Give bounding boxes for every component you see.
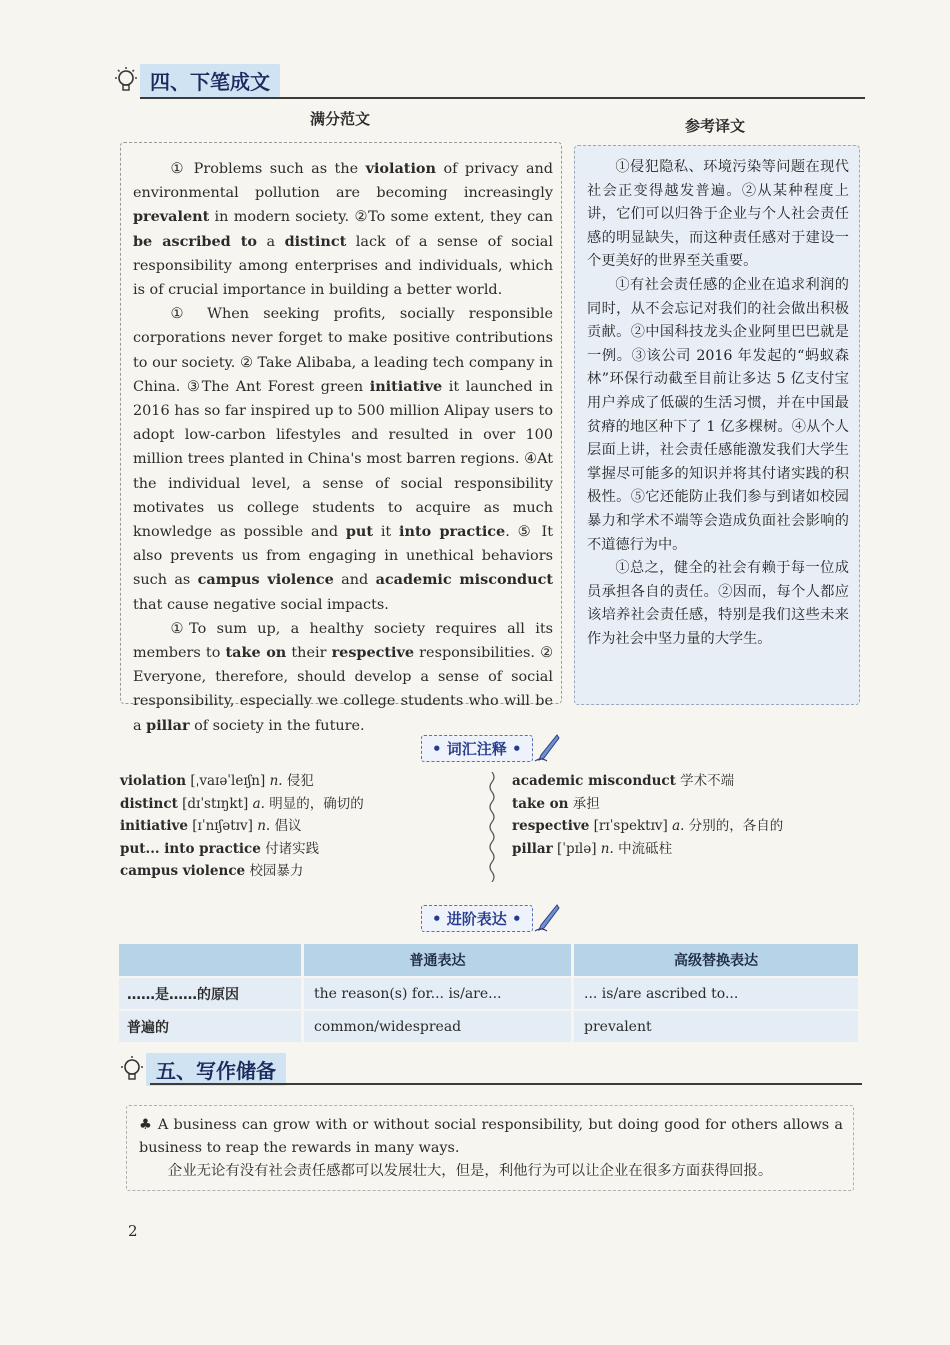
table-cell: the reason(s) for... is/are... (304, 976, 574, 1009)
lightbulb-icon (112, 66, 140, 96)
translation-paragraph-1: ①侵犯隐私、环境污染等问题在现代社会正变得越发普遍。②从某种程度上讲，它们可以归咎于企业与个人社会责任感的明显缺失，而这种责任感对于建设一个更美好的世界至关重要。 (587, 159, 849, 270)
advanced-tag-group (421, 903, 561, 933)
quote-box (126, 1105, 854, 1191)
quote-english: ♣ A business can grow with or without social responsibility, but doing good for others allows a business to reap the rewards in many ways. (139, 1117, 844, 1156)
model-essay-box (120, 142, 562, 734)
vocab-item: distinct [dɪˈstɪŋkt] a. 明显的，确切的 (120, 795, 364, 812)
table-header: 高级替换表达 (574, 944, 861, 976)
vocab-list-left (120, 770, 480, 883)
vocab-tag: • 词汇注释 • (421, 735, 533, 762)
essay-paragraph-2: ① When seeking profits, socially responsible corporations never forget to make positive contributions to our society. ② Take Alibaba, a leading tech company in China. ③The Ant Forest green initiative it launched in 2016 has so far inspired up to 500 million Alipay users to adopt low-carbon lifestyles and resulted in over 100 million trees planted in China's most barren regions. ④At the individual level, a sense of social responsibility motivates us college students to acquire as much knowledge as possible and put it into practice. ⑤ It also prevents us from engaging in unethical behaviors such as campus violence and academic misconduct that cause negative social impacts. (133, 306, 553, 613)
essay-paragraph-3: ①To sum up, a healthy society requires all its members to take on their respective responsibilities. ② Everyone, therefore, should develop a sense of social responsibility, especially we college students who will be a pillar of society in the future. (133, 620, 554, 734)
table-cell: prevalent (574, 1009, 861, 1042)
section-4-title: 四、下笔成文 (140, 64, 280, 97)
table-header: 普通表达 (304, 944, 574, 976)
vocab-item: violation [ˌvaɪəˈleɪʃn] n. 侵犯 (120, 773, 314, 789)
table-header-row (119, 944, 861, 976)
advanced-tag: • 进阶表达 • (421, 905, 533, 932)
vocab-item: take on 承担 (512, 795, 600, 812)
section-4-rule (140, 97, 865, 99)
table-cell: ... is/are ascribed to... (574, 976, 861, 1009)
table-header (119, 944, 304, 976)
lightbulb-icon (118, 1055, 146, 1085)
table-cell: common/widespread (304, 1009, 574, 1042)
quote-chinese: 企业无论有没有社会责任感都可以发展壮大，但是，利他行为可以让企业在很多方面获得回报。 (167, 1163, 773, 1179)
translation-column-title: 参考译文 (684, 117, 745, 135)
vocab-list-right (512, 770, 852, 860)
vocab-item: pillar [ˈpɪlə] n. 中流砥柱 (512, 840, 673, 857)
essay-paragraph-1: ① Problems such as the violation of privacy and environmental pollution are becoming increasingly prevalent in modern society. ②To some extent, they can be ascribed to a distinct lack of a sense of social responsibility among enterprises and individuals, which is of crucial importance in building a better world. (133, 160, 554, 299)
vocab-tag-group (421, 733, 561, 763)
section-4-header (112, 64, 280, 97)
page-number: 2 (128, 1222, 138, 1240)
table-cell: ……是……的原因 (119, 976, 304, 1009)
essay-column-title: 满分范文 (309, 110, 370, 128)
vocab-item: campus violence 校园暴力 (120, 863, 304, 880)
section-5-title: 五、写作储备 (146, 1053, 286, 1086)
section-5-rule (150, 1083, 862, 1085)
advanced-expressions-table (119, 944, 861, 1042)
vocab-item: academic misconduct 学术不端 (512, 773, 735, 789)
table-cell: 普遍的 (119, 1009, 304, 1042)
pen-icon (533, 903, 561, 933)
translation-box (574, 145, 860, 705)
table-row (119, 976, 861, 1009)
translation-paragraph-2: ①有社会责任感的企业在追求利润的同时，从不会忘记对我们的社会做出积极贡献。②中国科技龙头企业阿里巴巴就是一例。③该公司 2016 年发起的“蚂蚁森林”环保行动截至目前让多达 5 亿支付宝用户养成了低碳的生活习惯，并在中国最贫瘠的地区种下了 1 亿多棵树。④从个人层面上讲，社会责任感能激发我们大学生掌握尽可能多的知识并将其付诸实践的积极性。⑤它还能防止我们参与到诸如校园暴力和学术不端等会造成负面社会影响的不道德行为中。 (587, 276, 849, 553)
vocab-item: put... into practice 付诸实践 (120, 840, 320, 857)
section-5-header (118, 1053, 286, 1086)
table-row (119, 1009, 861, 1042)
translation-paragraph-3: ①总之，健全的社会有赖于每一位成员承担各自的责任。②因而，每个人都应该培养社会责任感，特别是我们这些未来作为社会中坚力量的大学生。 (587, 560, 849, 647)
pen-icon (533, 733, 561, 763)
vocab-item: respective [rɪˈspektɪv] a. 分别的，各自的 (512, 818, 784, 835)
club-icon: ♣ (139, 1117, 153, 1133)
vocab-item: initiative [ɪˈnɪʃətɪv] n. 倡议 (120, 818, 302, 835)
vocab-divider (486, 772, 498, 882)
